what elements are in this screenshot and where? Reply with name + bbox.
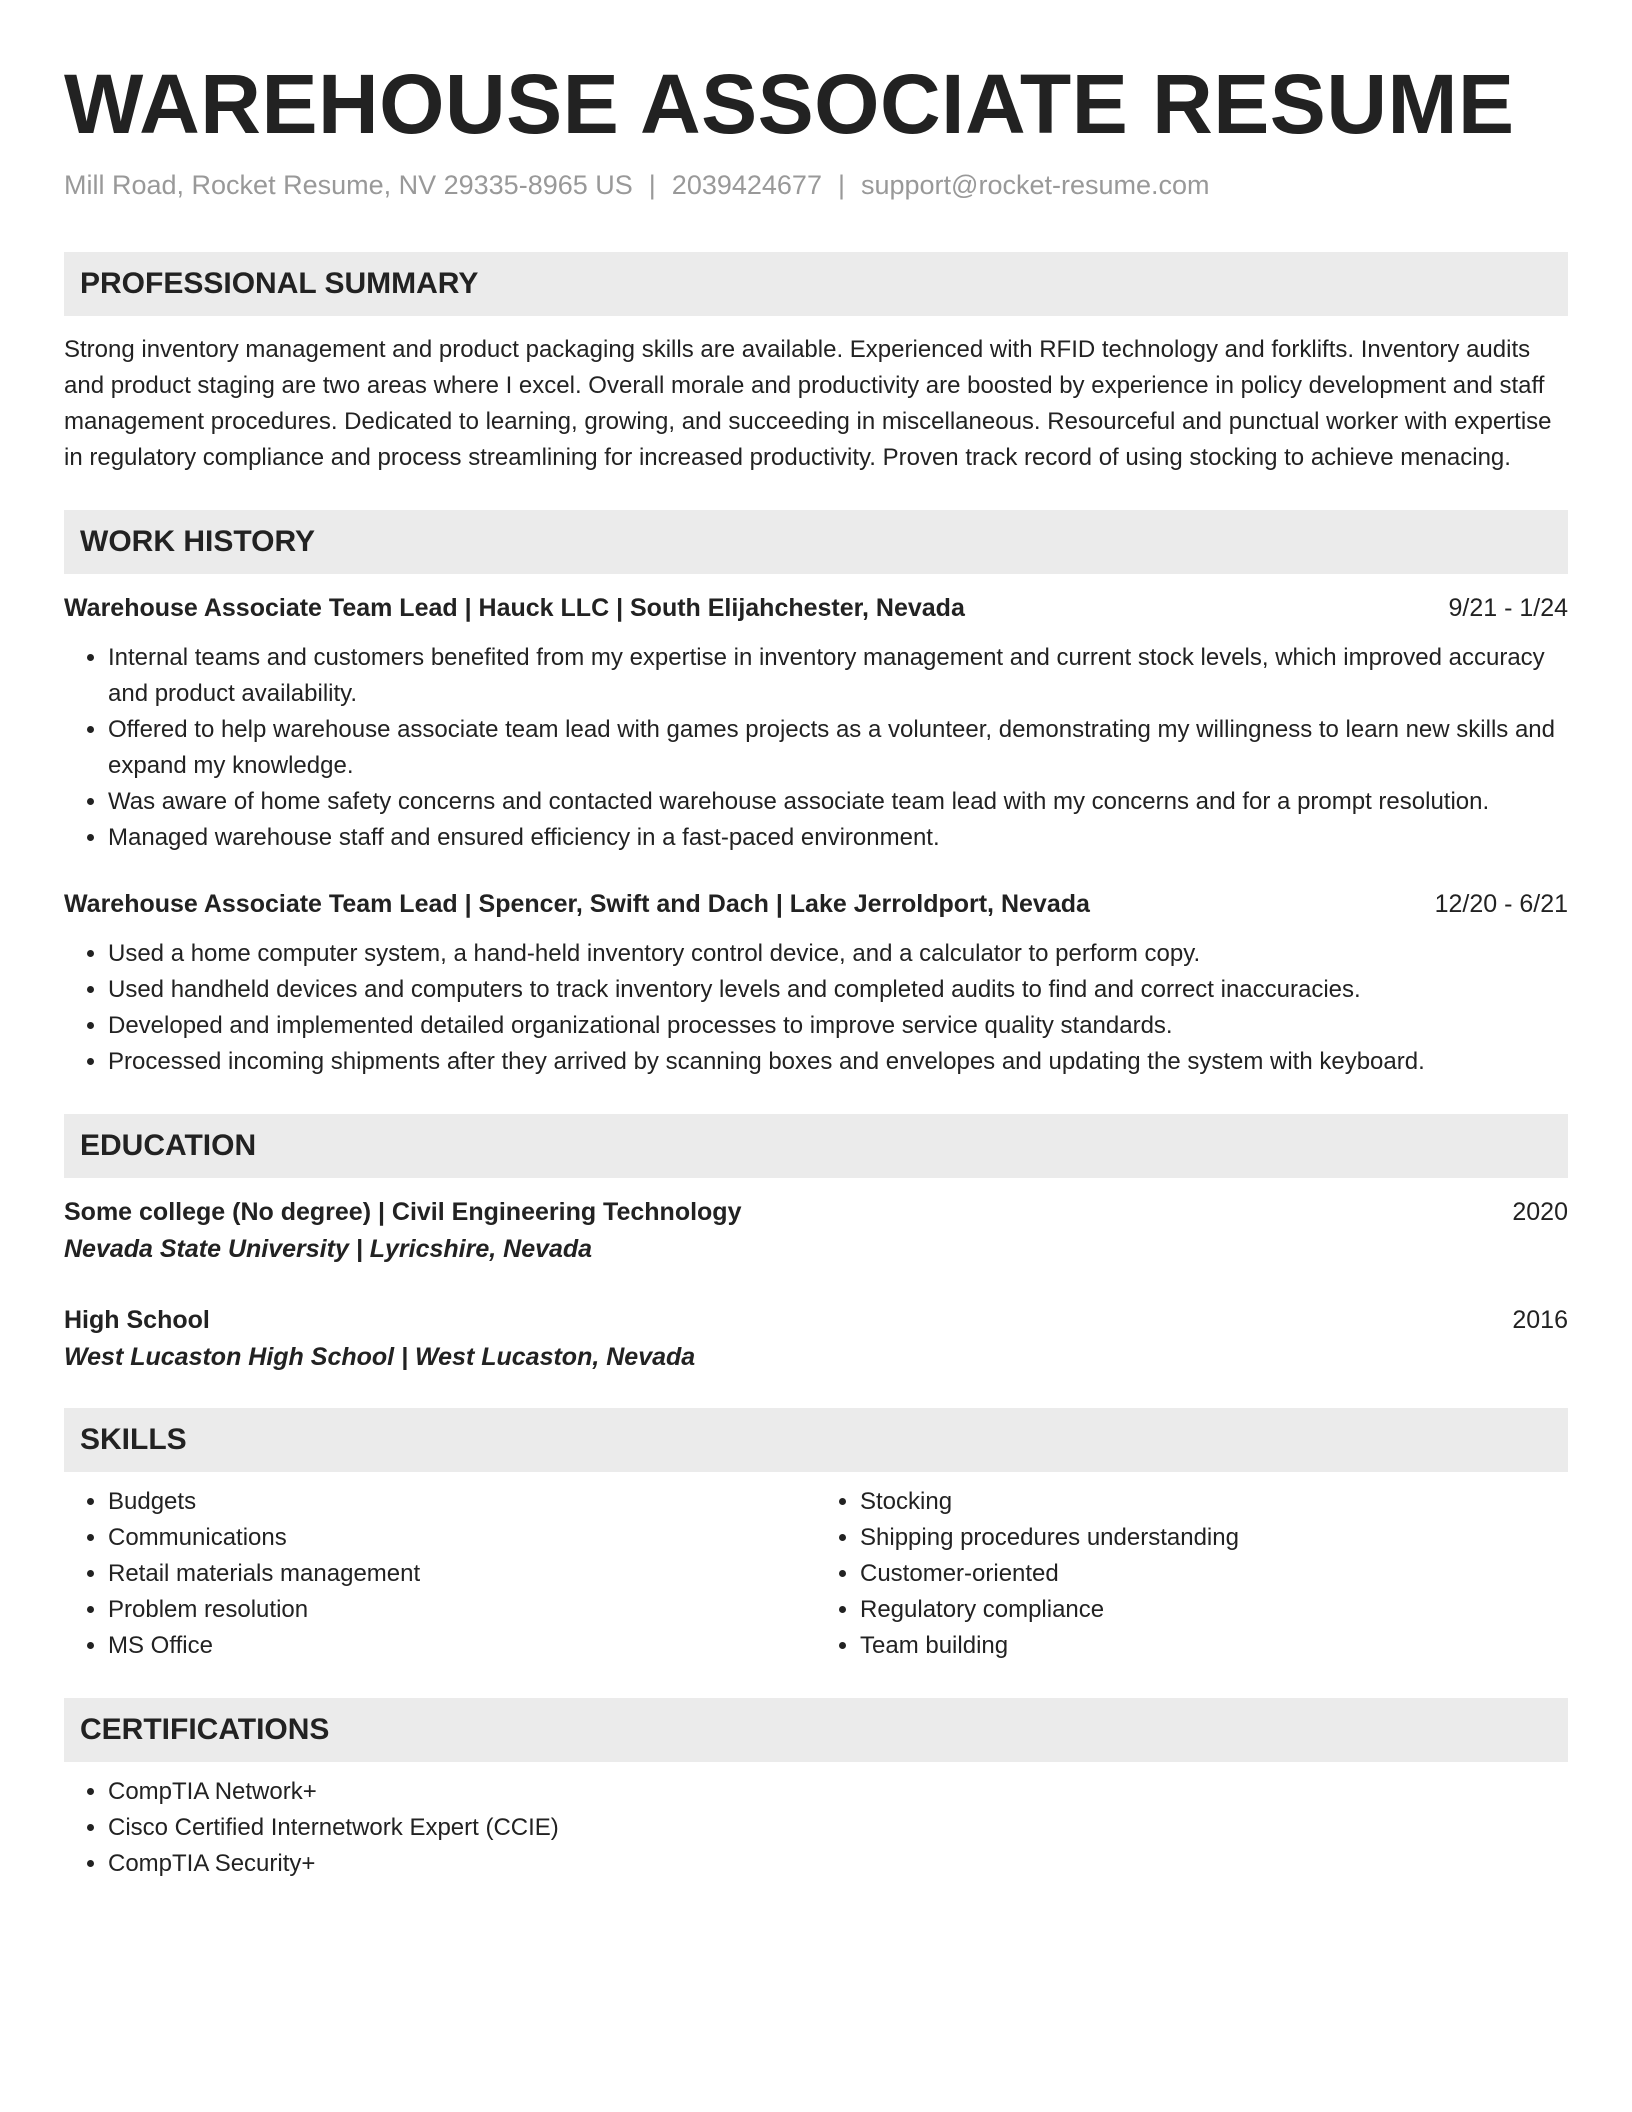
certification-item: • Cisco Certified Internetwork Expert (CCIE) [108, 1810, 1568, 1846]
education-degree: Some college (No degree) | Civil Engineering Technology [64, 1198, 742, 1226]
certification-item: • CompTIA Security+ [108, 1846, 1568, 1882]
list-item: • Processed incoming shipments after they arrived by scanning boxes and envelopes and updating the system with keyboard. [108, 1044, 1568, 1080]
skill-item: • Communications [108, 1520, 816, 1556]
section-title-education: EDUCATION [64, 1114, 1568, 1178]
skill-item: • Customer-oriented [860, 1556, 1568, 1592]
contact-separator: | [837, 170, 845, 200]
skills-left-list [64, 1484, 816, 1664]
list-item: • Offered to help warehouse associate team lead with games projects as a volunteer, demonstrating my willingness to learn new skills and expand my knowledge. [108, 712, 1568, 784]
job-bullets [64, 936, 1568, 1080]
education-school: Nevada State University | Lyricshire, Nevada [64, 1235, 593, 1263]
list-item: • Developed and implemented detailed organizational processes to improve service quality standards. [108, 1008, 1568, 1044]
summary-text: Strong inventory management and product packaging skills are available. Experienced with RFID technology and forklifts. Inventory audits and product staging are two areas where I excel. Overall morale and productivity are boosted by experience in policy development and staff management procedures. Dedicated to learning, growing, and succeeding in miscellaneous. Resourceful and punctual worker with expertise in regulatory compliance and process streamlining for increased productivity. Proven track record of using stocking to achieve menacing. [64, 336, 1552, 471]
skills-columns [64, 1484, 1568, 1664]
contact-address: Mill Road, Rocket Resume, NV 29335-8965 US [64, 170, 633, 200]
skill-item: • Budgets [108, 1484, 816, 1520]
summary-section [64, 252, 1568, 476]
certifications-list [64, 1774, 1568, 1882]
education-entry [64, 1194, 1568, 1268]
skill-item: • Stocking [860, 1484, 1568, 1520]
section-title-summary: PROFESSIONAL SUMMARY [64, 252, 1568, 316]
job-dates: 12/20 - 6/21 [1434, 890, 1568, 918]
education-entry [64, 1302, 1568, 1376]
education-degree: High School [64, 1306, 210, 1334]
education-section [64, 1114, 1568, 1376]
contact-email: support@rocket-resume.com [860, 170, 1210, 200]
certifications-section [64, 1698, 1568, 1882]
job-entry [64, 590, 1568, 856]
section-title-skills: SKILLS [64, 1408, 1568, 1472]
education-header [64, 1302, 1568, 1338]
list-item: • Internal teams and customers benefited from my expertise in inventory management and current stock levels, which improved accuracy and product availability. [108, 640, 1568, 712]
section-title-work-history: WORK HISTORY [64, 510, 1568, 574]
work-history-section [64, 510, 1568, 1080]
job-bullets [64, 640, 1568, 856]
skill-item: • Problem resolution [108, 1592, 816, 1628]
contact-line [64, 168, 1568, 202]
job-header [64, 590, 1568, 626]
job-title: Warehouse Associate Team Lead | Hauck LLC | South Elijahchester, Nevada [64, 594, 965, 622]
skill-item: • MS Office [108, 1628, 816, 1664]
education-year: 2016 [1512, 1306, 1568, 1334]
job-title: Warehouse Associate Team Lead | Spencer, Swift and Dach | Lake Jerroldport, Nevada [64, 890, 1090, 918]
list-item: • Managed warehouse staff and ensured efficiency in a fast-paced environment. [108, 820, 1568, 856]
certification-item: • CompTIA Network+ [108, 1774, 1568, 1810]
resume-title: WAREHOUSE ASSOCIATE RESUME [64, 57, 1515, 151]
list-item: • Was aware of home safety concerns and contacted warehouse associate team lead with my concerns and for a prompt resolution. [108, 784, 1568, 820]
skill-item: • Shipping procedures understanding [860, 1520, 1568, 1556]
education-header [64, 1194, 1568, 1230]
contact-phone: 2039424677 [671, 170, 822, 200]
skill-item: • Regulatory compliance [860, 1592, 1568, 1628]
list-item: • Used a home computer system, a hand-held inventory control device, and a calculator to perform copy. [108, 936, 1568, 972]
section-title-certifications: CERTIFICATIONS [64, 1698, 1568, 1762]
skills-right-list [816, 1484, 1568, 1664]
job-dates: 9/21 - 1/24 [1448, 594, 1568, 622]
job-header [64, 886, 1568, 922]
skill-item: • Retail materials management [108, 1556, 816, 1592]
education-school: West Lucaston High School | West Lucaston, Nevada [64, 1343, 696, 1371]
list-item: • Used handheld devices and computers to track inventory levels and completed audits to find and correct inaccuracies. [108, 972, 1568, 1008]
contact-separator: | [648, 170, 656, 200]
skill-item: • Team building [860, 1628, 1568, 1664]
job-entry [64, 886, 1568, 1080]
education-year: 2020 [1512, 1198, 1568, 1226]
skills-section [64, 1408, 1568, 1664]
